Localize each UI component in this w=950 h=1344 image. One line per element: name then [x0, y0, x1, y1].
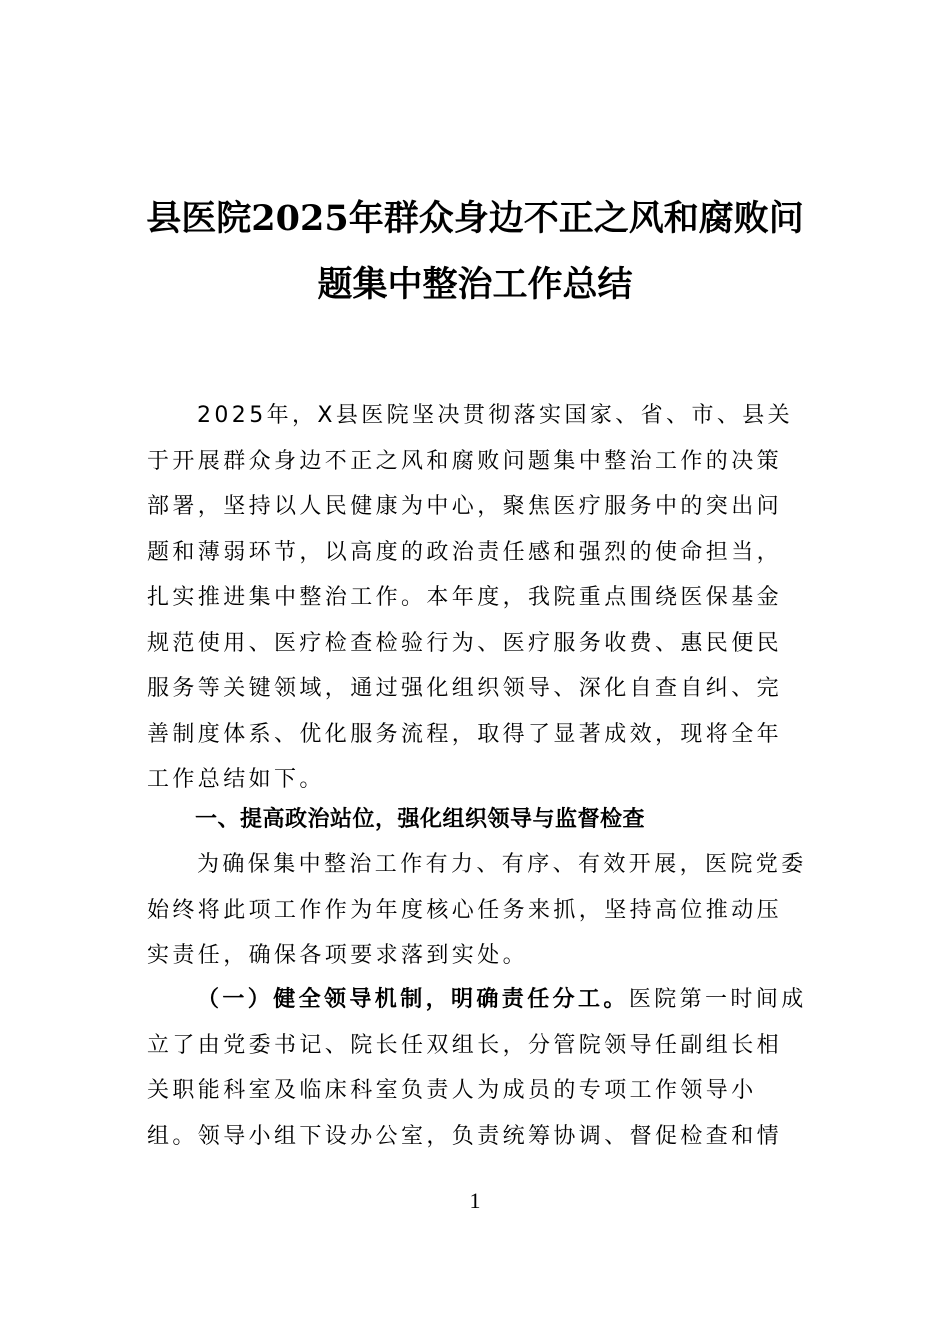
intro-paragraph	[147, 393, 807, 803]
subsection-1-paragraph	[147, 977, 807, 1159]
intro-paragraph-text: 2025年，X县医院坚决贯彻落实国家、省、市、县关于开展群众身边不正之风和腐败问题集中整治工作的决策部署，坚持以人民健康为中心，聚焦医疗服务中的突出问题和薄弱环节，以高度的政治责任感和强烈的使命担当，扎实推进集中整治工作。本年度，我院重点围绕医保基金规范使用、医疗检查检验行为、医疗服务收费、惠民便民服务等关键领域，通过强化组织领导、深化自查自纠、完善制度体系、优化服务流程，取得了显著成效，现将全年工作总结如下。	[147, 403, 794, 792]
subsection-1-text: 医院第一时间成立了由党委书记、院长任双组长，分管院领导任副组长相关职能科室及临床科室负责人为成员的专项工作领导小组。领导小组下设办公室，负责统筹协调、督促检查和情	[147, 987, 807, 1149]
section-heading-1: 一、提高政治站位，强化组织领导与监督检查	[195, 807, 646, 832]
document-title-line-1: 县医院2025年群众身边不正之风和腐败问	[146, 198, 804, 239]
section-1-paragraph-text: 为确保集中整治工作有力、有序、有效开展，医院党委始终将此项工作作为年度核心任务来抓，坚持高位推动压实责任，确保各项要求落到实处。	[147, 852, 807, 968]
document-title-line-2: 题集中整治工作总结	[317, 264, 633, 305]
section-1-paragraph	[147, 842, 807, 979]
page-number: 1	[469, 1188, 481, 1213]
subsection-1-lead: （一）健全领导机制，明确责任分工。	[197, 987, 629, 1012]
